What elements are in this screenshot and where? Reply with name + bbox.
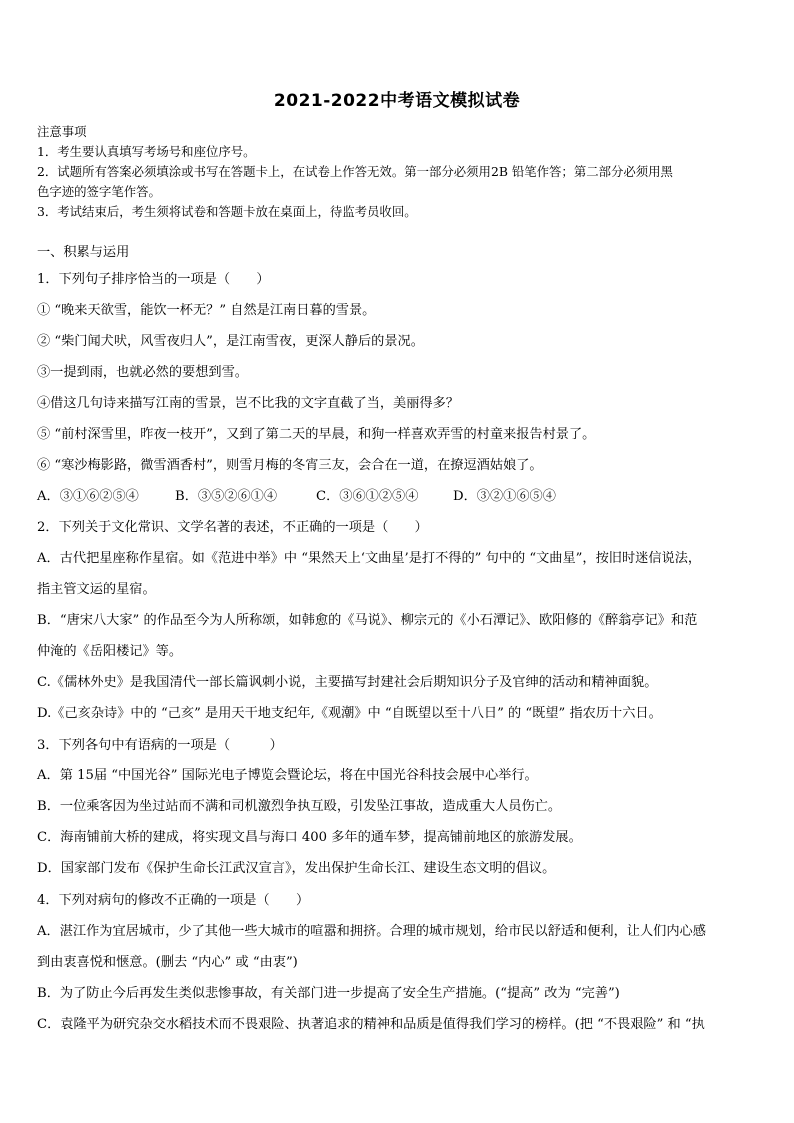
question-3-line: A．第 15届 “中国光谷” 国际光电子博览会暨论坛，将在中国光谷科技会展中心举行。	[37, 768, 538, 783]
question-3-line: D．国家部门发布《保护生命长江武汉宣言》，发出保护生命长江、建设生态文明的倡议。	[37, 861, 556, 876]
option-b: B．③⑤②⑥①④	[175, 489, 278, 504]
question-3-line: B．一位乘客因为坐过站而不满和司机激烈争执互殴，引发坠江事故，造成重大人员伤亡。	[37, 799, 561, 814]
option-c: C．③⑥①②⑤④	[316, 489, 419, 504]
exam-title: 2021-2022中考语文模拟试卷	[273, 91, 521, 111]
question-4-line: B．为了防止今后再发生类似悲惨事故，有关部门进一步提高了安全生产措施。(“提高” 改为 “完善”)	[37, 986, 620, 1001]
notice-item: 1．考生要认真填写考场号和座位序号。	[37, 144, 256, 159]
notice-heading: 注意事项	[37, 124, 87, 139]
question-1-line: ⑥ “寒沙梅影路，微雪酒香村”，则雪月梅的冬宵三友，会合在一道，在撩逗酒姑娘了。	[37, 458, 543, 473]
question-1-options	[37, 488, 556, 506]
question-1-line: ② “柴门闻犬吠，风雪夜归人”，是江南雪夜，更深人静后的景况。	[37, 334, 424, 349]
question-1-line: ④借这几句诗来描写江南的雪景，岂不比我的文字直截了当，美丽得多？	[37, 396, 459, 411]
question-2-line: 仲淹的《岳阳楼记》等。	[37, 644, 183, 659]
question-2-line: C.《儒林外史》是我国清代一部长篇讽刺小说，主要描写封建社会后期知识分子及官绅的活动和精神面貌。	[37, 675, 658, 690]
question-1-line: ⑤ “前村深雪里，昨夜一枝开”，又到了第二天的早晨，和狗一样喜欢弄雪的村童来报告村景了。	[37, 427, 596, 442]
question-1-line: ③一提到雨，也就必然的要想到雪。	[37, 365, 248, 380]
question-4-stem: 4．下列对病句的修改不正确的一项是（ ）	[37, 893, 310, 908]
question-4-line: 到由衷喜悦和惬意。(删去 “内心” 或 “由衷”)	[37, 955, 298, 970]
notice-item: 3．考试结束后，考生须将试卷和答题卡放在桌面上，待监考员收回。	[37, 204, 417, 219]
question-2-line: 指主管文运的星宿。	[37, 582, 156, 597]
question-4-line: C．袁隆平为研究杂交水稻技术而不畏艰险、执著追求的精神和品质是值得我们学习的榜样。(把 “不畏艰险” 和 “执	[37, 1017, 705, 1032]
option-a: A．③①⑥②⑤④	[37, 489, 139, 504]
question-1-stem: 1．下列句子排序恰当的一项是（ ）	[37, 272, 270, 287]
notice-item: 2．试题所有答案必须填涂或书写在答题卡上，在试卷上作答无效。第一部分必须用2B 铅笔作答；第二部分必须用黑	[37, 164, 673, 179]
question-2-stem: 2．下列关于文化常识、文学名著的表述，不正确的一项是（ ）	[37, 520, 428, 535]
option-d: D．③②①⑥⑤④	[453, 489, 556, 504]
question-3-stem: 3．下列各句中有语病的一项是（ ）	[37, 738, 283, 753]
section-heading: 一、积累与运用	[37, 245, 130, 260]
question-2-line: A．古代把星座称作星宿。如《范进中举》中 “果然天上‘文曲星’是打不得的” 句中的 “文曲星”，按旧时迷信说法，	[37, 551, 702, 566]
question-1-line: ① “晚来天欲雪，能饮一杯无？” 自然是江南日暮的雪景。	[37, 303, 376, 318]
question-3-line: C．海南铺前大桥的建成，将实现文昌与海口 400 多年的通车梦，提高铺前地区的旅游发展。	[37, 830, 582, 845]
notice-item: 色字迹的签字笔作答。	[37, 184, 161, 199]
question-2-line: B．“唐宋八大家” 的作品至今为人所称颂，如韩愈的《马说》、柳宗元的《小石潭记》、欧阳修的《醉翁亭记》和范	[37, 613, 698, 628]
question-4-line: A．湛江作为宜居城市，少了其他一些大城市的喧嚣和拥挤。合理的城市规划，给市民以舒适和便利，让人们内心感	[37, 924, 706, 939]
question-2-line: D.《己亥杂诗》中的 “己亥” 是用天干地支纪年,《观潮》中 “自既望以至十八日” 的 “既望” 指农历十六日。	[37, 706, 662, 721]
